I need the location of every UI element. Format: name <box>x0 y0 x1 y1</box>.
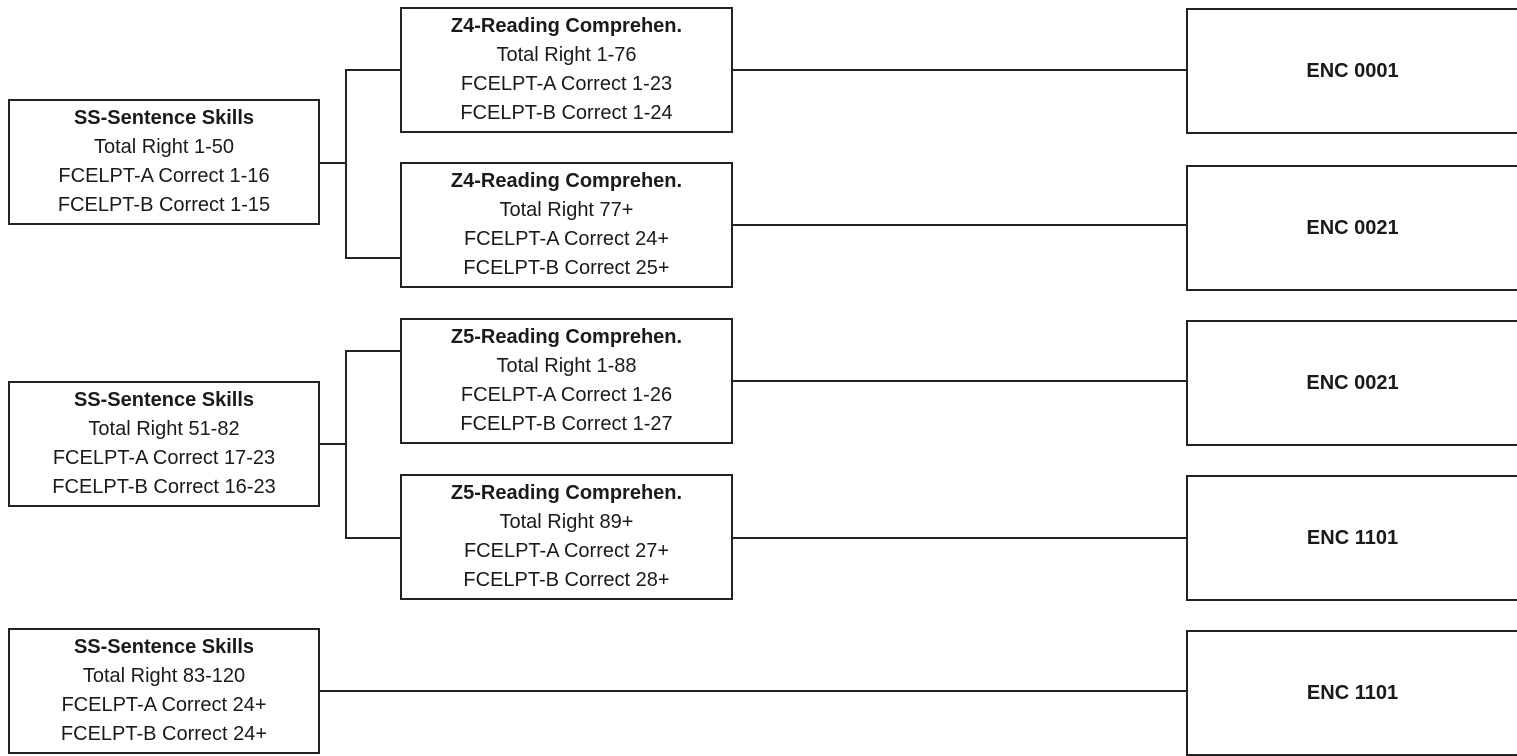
fcelpt-b-range: FCELPT-B Correct 16-23 <box>52 476 276 498</box>
fcelpt-b-range: FCELPT-B Correct 1-15 <box>57 194 271 216</box>
fcelpt-b-range: FCELPT-B Correct 1-24 <box>460 102 673 124</box>
box-title: SS-Sentence Skills <box>73 107 255 129</box>
course-code: ENC 1101 <box>1306 681 1399 704</box>
fcelpt-a-range: FCELPT-A Correct 24+ <box>61 694 267 716</box>
reading-comprehension-box-2 <box>400 162 733 288</box>
total-right-range: Total Right 1-50 <box>93 136 235 158</box>
fcelpt-a-range: FCELPT-A Correct 24+ <box>463 228 670 250</box>
enc-course-box-2 <box>1186 165 1517 291</box>
total-right-range: Total Right 77+ <box>499 199 634 221</box>
box-title: SS-Sentence Skills <box>73 636 255 658</box>
total-right-range: Total Right 89+ <box>499 511 634 533</box>
enc-course-box-4 <box>1186 475 1517 601</box>
reading-comprehension-box-4 <box>400 474 733 600</box>
reading-comprehension-box-1 <box>400 7 733 133</box>
sentence-skills-box-2 <box>8 381 320 507</box>
box-title: Z5-Reading Comprehen. <box>450 326 683 348</box>
sentence-skills-box-1 <box>8 99 320 225</box>
course-code: ENC 0021 <box>1306 371 1399 394</box>
course-code: ENC 1101 <box>1306 526 1399 549</box>
course-code: ENC 0021 <box>1306 216 1399 239</box>
total-right-range: Total Right 1-88 <box>496 355 637 377</box>
fcelpt-a-range: FCELPT-A Correct 1-26 <box>460 384 673 406</box>
box-title: SS-Sentence Skills <box>73 389 255 411</box>
fcelpt-a-range: FCELPT-A Correct 27+ <box>463 540 670 562</box>
enc-course-box-1 <box>1186 8 1517 134</box>
sentence-skills-box-3 <box>8 628 320 754</box>
total-right-range: Total Right 51-82 <box>88 418 240 440</box>
total-right-range: Total Right 1-76 <box>496 44 637 66</box>
fcelpt-b-range: FCELPT-B Correct 1-27 <box>460 413 673 435</box>
box-title: Z5-Reading Comprehen. <box>450 482 683 504</box>
enc-course-box-3 <box>1186 320 1517 446</box>
fcelpt-a-range: FCELPT-A Correct 17-23 <box>52 447 276 469</box>
course-code: ENC 0001 <box>1306 59 1399 82</box>
reading-comprehension-box-3 <box>400 318 733 444</box>
box-title: Z4-Reading Comprehen. <box>450 170 683 192</box>
bracket-connector <box>346 70 400 258</box>
box-title: Z4-Reading Comprehen. <box>450 15 683 37</box>
bracket-connector <box>346 351 400 538</box>
fcelpt-b-range: FCELPT-B Correct 24+ <box>60 723 268 745</box>
enc-course-box-5 <box>1186 630 1517 756</box>
fcelpt-a-range: FCELPT-A Correct 1-23 <box>460 73 673 95</box>
total-right-range: Total Right 83-120 <box>82 665 246 687</box>
fcelpt-b-range: FCELPT-B Correct 25+ <box>463 257 670 279</box>
fcelpt-a-range: FCELPT-A Correct 1-16 <box>58 165 270 187</box>
fcelpt-b-range: FCELPT-B Correct 28+ <box>463 569 670 591</box>
